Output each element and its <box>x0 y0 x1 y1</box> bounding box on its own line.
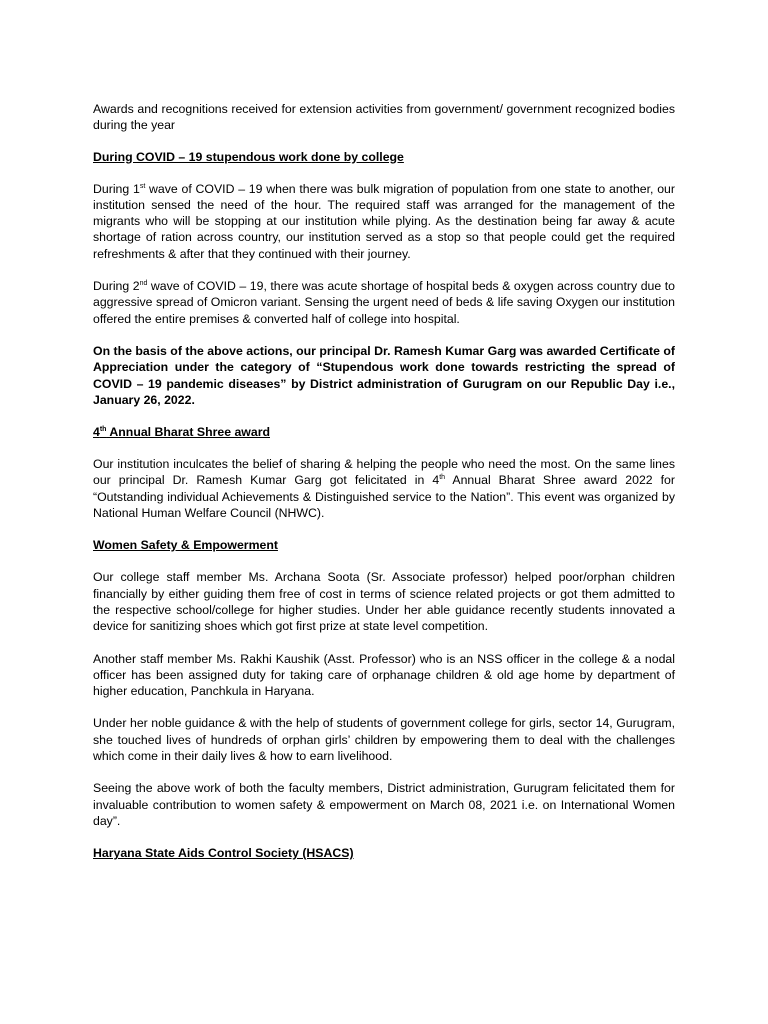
heading-bharat-shree <box>93 424 675 440</box>
women-paragraph-2: Another staff member Ms. Rakhi Kaushik (Asst. Professor) who is an NSS officer in the college & a nodal officer has been assigned duty for taking care of orphanage children & old age home by department of higher education, Panchkula in Haryana. <box>93 651 675 699</box>
covid-p1-superscript: st <box>139 182 146 190</box>
bharat-heading-start: 4 <box>93 425 100 440</box>
covid-p2-superscript: nd <box>139 279 148 287</box>
women-paragraph-4: Seeing the above work of both the faculty members, District administration, Gurugram felicitated them for invaluable contribution to women safety & empowerment on March 08, 2021 i.e. on International Women day”. <box>93 781 675 828</box>
bharat-p1-superscript: th <box>439 474 446 482</box>
heading-covid: During COVID – 19 stupendous work done by college <box>93 149 404 164</box>
bharat-heading-rest: Annual Bharat Shree award <box>106 425 270 440</box>
heading-hsacs: Haryana State Aids Control Society (HSACS) <box>93 846 354 861</box>
covid-p2-rest: wave of COVID – 19, there was acute shortage of hospital beds & oxygen across country due to aggressive spread of Omicron variant. Sensing the urgent need of beds & life saving Oxygen our institution offered the entire premises & converted half of college into hospital. <box>93 279 675 326</box>
covid-paragraph-1 <box>93 181 675 262</box>
covid-paragraph-3: On the basis of the above actions, our principal Dr. Ramesh Kumar Garg was awarded Certificate of Appreciation under the category of “Stupendous work done towards restricting the spread of COVID – 19 pandemic diseases” by District administration of Gurugram on our Republic Day i.e., January 26, 2022. <box>93 343 675 407</box>
women-paragraph-1: Our college staff member Ms. Archana Soota (Sr. Associate professor) helped poor/orphan children financially by either guiding them free of cost in terms of science related projects or got them admitted to the respective school/college for higher studies. Under her able guidance recently students innovated a device for sanitizing shoes which got first prize at state level competition. <box>93 570 675 634</box>
covid-p1-start: During 1 <box>93 181 140 196</box>
bharat-p1-rest: Annual Bharat Shree award 2022 for “Outstanding individual Achievements & Distinguished service to the Nation”. This event was organized by National Human Welfare Council (NHWC). <box>93 473 675 521</box>
bharat-heading-superscript: th <box>99 426 107 434</box>
heading-women-safety: Women Safety & Empowerment <box>93 538 278 553</box>
document-page <box>93 101 675 877</box>
covid-paragraph-2 <box>93 278 675 327</box>
bharat-p1-start: Our institution inculcates the belief of sharing & helping the people who need the most. On the same lines our principal Dr. Ramesh Kumar Garg got felicitated in 4 <box>93 457 675 488</box>
bharat-paragraph-1 <box>93 456 675 521</box>
intro-paragraph: Awards and recognitions received for extension activities from government/ government recognized bodies during the year <box>93 102 675 133</box>
women-paragraph-3: Under her noble guidance & with the help of students of government college for girls, sector 14, Gurugram, she touched lives of hundreds of orphan girls’ children by empowering them to deal with the challenges which come in their daily lives & how to earn livelihood. <box>93 716 675 764</box>
covid-p2-start: During 2 <box>93 279 140 294</box>
covid-p1-rest: wave of COVID – 19 when there was bulk migration of population from one state to another, our institution sensed the need of the hour. The required staff was arranged for the management of the migrants who will be stopping at our institution while plying. As the destination being far away & acute shortage of ration across country, our institution served as a stop so that people could get the required refreshments & after that they continued with their journey. <box>93 181 675 261</box>
